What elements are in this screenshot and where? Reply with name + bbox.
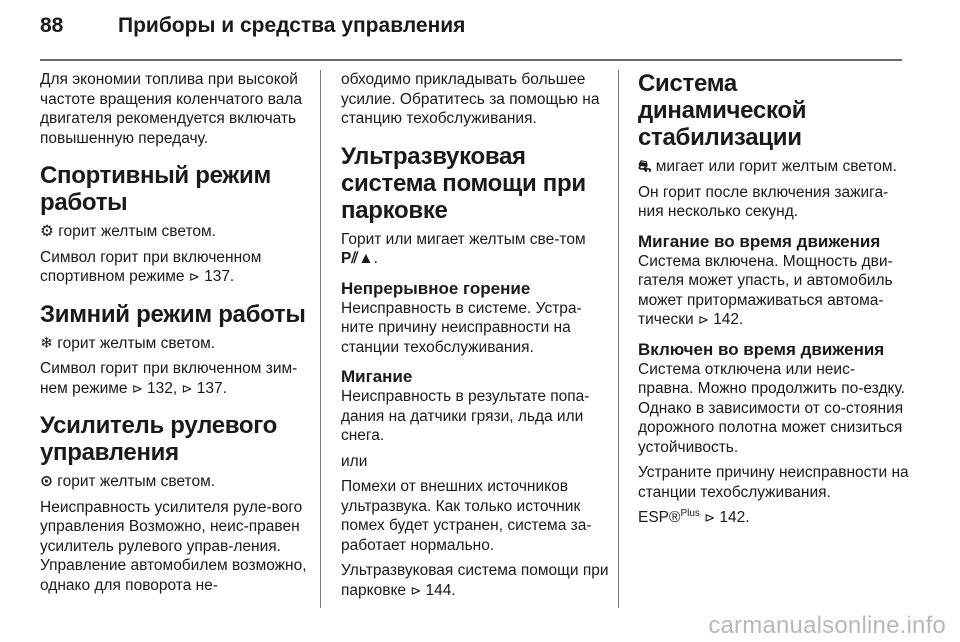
winter-mode-text: Символ горит при включенном зим-нем режиме ⊳ 132, ⊳ 137. [40,360,298,397]
intro-paragraph: Для экономии топлива при высокой частоте вращения коленчатого вала двигателя рекомендуется включать повышенную передачу. [40,71,303,147]
parking-assist-heading: Ультразвуковая система помощи при парковке [341,142,586,224]
page-ref-link[interactable]: 132, [142,379,182,397]
winter-mode-heading: Зимний режим работы [40,300,306,328]
page-ref-link[interactable]: 137. [199,268,235,285]
on-driving-text-2: Устраните причину неисправности на станции техобслуживания. [638,464,909,501]
winter-mode-status: ❄ горит желтым светом. [40,334,216,352]
blink-driving-text: Система включена. Мощность дви-гателя может упасть, и автомобиль может притормаживаться автома-тически ⊳ 142. [638,252,893,328]
sport-mode-text: Символ горит при включенном спортивном режиме ⊳ 137. [40,248,262,285]
interference-text: Помехи от внешних источников ультразвука. Как только источник помех будет устранен, система за-работает нормально. [341,478,592,554]
page-ref-link[interactable]: 144. [421,581,456,599]
blinking-text: Неисправность в результате попа-дания на датчики грязи, льда или снега. [341,388,590,444]
sport-mode-status: ⚙ горит желтым светом. [40,223,216,240]
column-1 [40,70,312,601]
or-text: или [341,452,368,470]
continuous-text: Неисправность в системе. Устра-ните причину неисправности на станции техобслуживания. [341,299,582,356]
blinking-heading: Мигание [341,367,413,386]
esp-text: Он горит после включения зажига-ния несколько секунд. [638,183,889,220]
column-3 [638,70,910,534]
page-header [40,14,920,54]
page-ref-link[interactable]: 137. [192,379,227,397]
esp-status: ⛐ мигает или горит желтым светом. [638,158,897,175]
parking-ref-text: Ультразвуковая система помощи при парковке ⊳ 144. [341,562,609,599]
page-ref-link[interactable]: 142. [708,311,744,328]
power-steering-heading: Усилитель рулевого управления [40,412,277,466]
column-2 [341,70,609,606]
page-ref-arrow-icon[interactable]: ⊳ [181,380,193,396]
page-number: 88 [40,14,64,37]
parking-assist-text: Горит или мигает желтым све-том P⫽▲. [341,230,586,267]
power-steering-text: Неисправность усилителя руле-вого управления Возможно, неис-правен усилитель рулевого управ-ления. Управление автомобилем возможно, однако для поворота не- [40,498,307,594]
footer-watermark: carmanualsonline.info [708,612,946,639]
column-divider-2 [618,70,619,608]
esp-plus-ref: ESP®$^{Plus}$ ⊳ 142. [638,507,750,526]
column-divider-1 [320,70,321,608]
steering-wheel-icon: ⊙ [40,473,53,490]
on-driving-text: Система отключена или неис-правна. Можно продолжить по-ездку. Однако в зависимости от со-стояния дорожного полотна может снизиться устойчивость. [638,360,905,456]
page-title: Приборы и средства управления [118,14,466,37]
page-ref-arrow-icon[interactable]: ⊳ [697,312,709,327]
page-ref-link[interactable]: 142. [715,509,750,526]
sport-mode-heading: Спортивный режим работы [40,162,271,216]
page-ref-arrow-icon[interactable]: ⊳ [188,269,200,284]
continuation-paragraph: обходимо прикладывать большее усилие. Обратитесь за помощью на станцию техобслуживания. [341,71,600,127]
power-steering-status: ⊙ горит желтым светом. [40,473,216,490]
page-ref-arrow-icon[interactable]: ⊳ [704,510,716,525]
page-ref-arrow-icon[interactable]: ⊳ [410,582,422,598]
on-driving-heading: Включен во время движения [638,339,885,359]
sport-mode-icon: ⚙ [40,223,54,240]
header-divider [40,59,902,61]
esp-heading: Система динамической стабилизации [638,70,807,151]
parking-sensor-icon: P⫽▲ [341,250,374,267]
skid-car-icon: ⛐ [638,158,652,175]
snowflake-icon: ❄ [40,334,53,352]
blink-driving-heading: Мигание во время движения [638,231,881,251]
page-ref-arrow-icon[interactable]: ⊳ [131,380,143,396]
continuous-heading: Непрерывное горение [341,278,531,298]
